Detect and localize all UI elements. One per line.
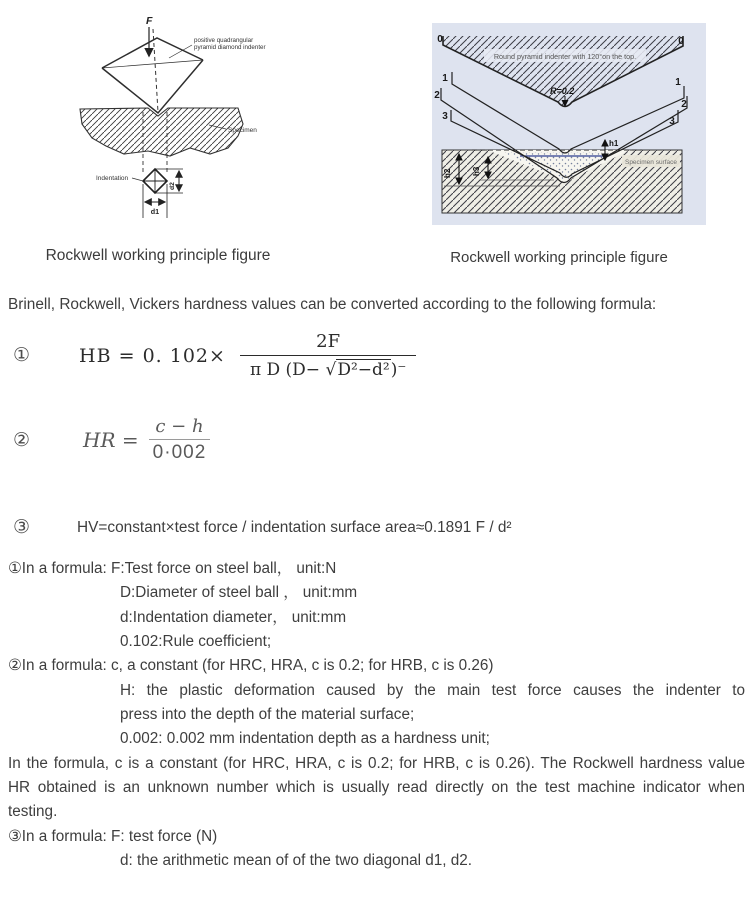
- position-1-left-label: 1: [442, 73, 448, 84]
- formula-brinell: [0, 331, 416, 380]
- svg-text:d1: d1: [150, 207, 160, 216]
- fraction-denominator: 0·002: [149, 439, 211, 464]
- note-line: ②In a formula: c, a constant (for HRC, HRA, c is 0.2; for HRB, c is 0.26): [8, 657, 494, 675]
- fraction-numerator: 2F: [316, 331, 341, 352]
- formula-2-index: ②: [13, 429, 31, 451]
- svg-text:pyramid diamond indenter: pyramid diamond indenter: [194, 44, 266, 51]
- note-line: ③In a formula: F: test force (N): [8, 827, 218, 845]
- svg-text:Specimen surface: Specimen surface: [624, 159, 678, 166]
- svg-text:Indentation: Indentation: [96, 175, 129, 182]
- surface-label: [622, 155, 680, 167]
- force-label: F: [146, 15, 153, 27]
- svg-text:d2: d2: [169, 182, 176, 190]
- formula-rockwell: [0, 416, 210, 464]
- note-line: d: the arithmetic mean of of the two diagonal d1, d2.: [120, 852, 473, 870]
- position-3-right-label: 3: [669, 116, 675, 127]
- note-line: press into the depth of the material surface;: [120, 706, 415, 724]
- specimen-shape: [80, 108, 243, 156]
- note-line: D:Diameter of steel ball ， unit:mm: [120, 584, 358, 602]
- formula-vickers: [0, 518, 512, 537]
- position-3-left-label: 3: [442, 111, 448, 122]
- right-figure-caption: Rockwell working principle figure: [450, 249, 668, 266]
- indenter-label: [169, 37, 266, 58]
- note-line: 0.102:Rule coefficient;: [120, 633, 272, 651]
- position-0-left-label: 0: [437, 34, 443, 45]
- notes-block: [8, 557, 745, 873]
- note-line: In the formula, c is a constant (for HRC, HRA, c is 0.2; for HRB, c is 0.26). The Rockwell hardness value: [8, 754, 745, 772]
- note-line: H: the plastic deformation caused by the main test force causes the indenter to: [120, 681, 745, 699]
- formula-2-fraction: [149, 416, 211, 464]
- fraction-numerator: c − h: [155, 416, 204, 437]
- svg-text:h2: h2: [443, 168, 452, 178]
- center-axis-line: [153, 29, 158, 112]
- left-figure-caption: Rockwell working principle figure: [45, 247, 271, 264]
- intro-text: Brinell, Rockwell, Vickers hardness values can be converted according to the following formula:: [8, 296, 657, 313]
- indentation-label: [96, 175, 143, 182]
- svg-text:R=0.2: R=0.2: [550, 86, 575, 96]
- radicand: D²−d²: [337, 360, 390, 380]
- formula-3-text: HV=constant×test force / indentation surface area≈0.1891 F / d²: [77, 518, 512, 536]
- radical-sign: √: [325, 360, 337, 380]
- note-line: 0.002: 0.002 mm indentation depth as a hardness unit;: [120, 730, 490, 748]
- formula-1-fraction: [240, 331, 416, 380]
- fraction-denominator: π D (D− √D²−d²)⁻: [240, 355, 416, 380]
- position-0-right-label: 0: [678, 36, 684, 47]
- indenter-label: Round pyramid indenter with 120°on the top.: [493, 52, 637, 61]
- note-line: testing.: [8, 803, 58, 821]
- rockwell-principle-figure: [432, 18, 724, 232]
- position-2-right-label: 2: [681, 99, 687, 110]
- position-1-right-label: 1: [675, 77, 681, 88]
- formula-2-lhs: HR =: [83, 428, 139, 452]
- formula-1-lhs: HB = 0. 102×: [79, 344, 226, 367]
- svg-text:h1: h1: [609, 139, 619, 148]
- indenter-shape: [102, 38, 203, 113]
- svg-text:Specimen: Specimen: [228, 127, 257, 134]
- svg-text:positive quadrangular: positive quadrangular: [194, 37, 254, 44]
- indentation-shape: [143, 169, 167, 193]
- svg-text:h3: h3: [472, 166, 481, 176]
- position-2-left-label: 2: [434, 90, 440, 101]
- note-line: HR obtained is an unknown number which is usually read directly on the test machine indicator when: [8, 779, 745, 797]
- formula-3-index: ③: [13, 517, 31, 538]
- formula-1-index: ①: [13, 345, 31, 366]
- note-line: ①In a formula: F:Test force on steel ball， unit:N: [8, 560, 337, 577]
- vickers-principle-figure: [62, 12, 322, 242]
- note-line: d:Indentation diameter， unit:mm: [120, 608, 347, 626]
